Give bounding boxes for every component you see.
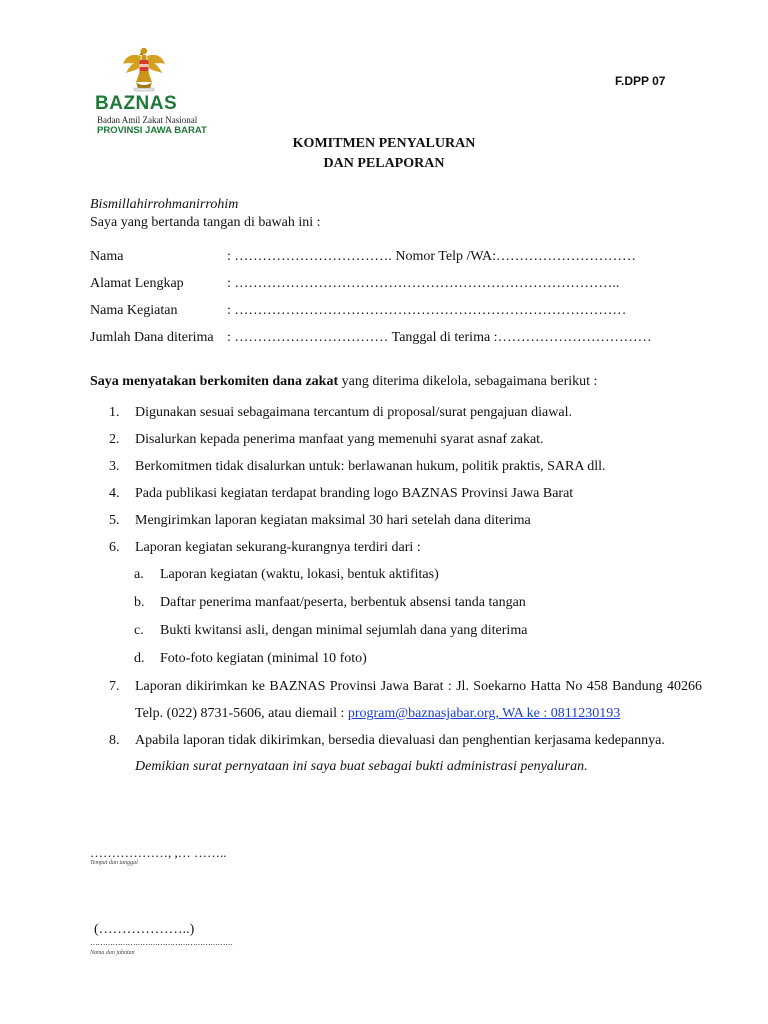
list-item xyxy=(90,453,702,480)
sub-item-text: Laporan kegiatan (waktu, lokasi, bentuk aktifitas) xyxy=(160,567,439,582)
title-line-2: DAN PELAPORAN xyxy=(323,156,445,171)
item-number: 2. xyxy=(109,432,120,447)
list-item xyxy=(90,399,702,426)
field-label: Alamat Lengkap xyxy=(90,276,184,291)
signer-statement: Saya yang bertanda tangan di bawah ini : xyxy=(90,215,321,230)
item-number: 4. xyxy=(109,486,120,501)
sub-item xyxy=(90,645,702,673)
item-text: Mengirimkan laporan kegiatan maksimal 30 hari setelah dana diterima xyxy=(135,513,531,528)
field-value: : ……………………………. Nomor Telp /WA:………………………… xyxy=(227,249,637,264)
sub-item-text: Bukti kwitansi asli, dengan minimal sejumlah dana yang diterima xyxy=(160,623,528,638)
list-item-report-address xyxy=(90,673,702,727)
item-number: 1. xyxy=(109,405,120,420)
list-item xyxy=(90,507,702,534)
sub-item-letter: b. xyxy=(134,595,145,610)
logo-title: BAZNAS xyxy=(95,93,178,114)
item-text: Berkomitmen tidak disalurkan untuk: berlawanan hukum, politik praktis, SARA dll. xyxy=(135,459,606,474)
sub-item xyxy=(90,589,702,617)
item-number: 8. xyxy=(109,733,120,748)
signature-name-line: ………………………………………………… xyxy=(90,938,233,947)
commitment-bold: Saya menyatakan berkomiten dana zakat xyxy=(90,374,339,389)
sub-item xyxy=(90,617,702,645)
sub-item-text: Foto-foto kegiatan (minimal 10 foto) xyxy=(160,651,367,666)
list-item xyxy=(90,426,702,453)
field-label: Nama xyxy=(90,249,124,264)
list-item xyxy=(90,534,702,561)
logo-province: PROVINSI JAWA BARAT xyxy=(97,125,207,136)
logo-subtitle: Badan Amil Zakat Nasional xyxy=(97,115,198,125)
item-text: Disalurkan kepada penerima manfaat yang memenuhi syarat asnaf zakat. xyxy=(135,432,544,447)
form-code: F.DPP 07 xyxy=(615,74,666,88)
title-line-1: KOMITMEN PENYALURAN xyxy=(292,136,476,151)
name-title-note: Nama dan jabatan xyxy=(90,950,135,956)
field-value: : ………………………………………………………………………… xyxy=(227,303,627,318)
list-item xyxy=(90,480,702,507)
document-title xyxy=(0,134,768,174)
item-number: 7. xyxy=(109,679,120,694)
commitment-statement xyxy=(90,374,597,390)
item-number: 6. xyxy=(109,540,120,555)
commitment-rest: yang diterima dikelola, sebagaimana berikut : xyxy=(338,374,598,389)
sub-item xyxy=(90,561,702,589)
item-text: Laporan dikirimkan ke BAZNAS Provinsi Jawa Barat : Jl. Soekarno Hatta No 458 Bandung 40266 Telp. (022) 8731-5606, atau diemail : xyxy=(135,679,702,721)
item-text: Digunakan sesuai sebagaimana tercantum di proposal/surat pengajuan diawal. xyxy=(135,405,572,420)
sub-item-letter: c. xyxy=(134,623,144,638)
signature-name-bracket: (………………..) xyxy=(94,922,195,937)
place-date-line: ………………, ,… …….. xyxy=(90,845,227,860)
garuda-emblem-icon xyxy=(122,44,166,94)
place-date-note: Tempat dan tanggal xyxy=(90,860,138,866)
email-wa-link[interactable]: program@baznasjabar.org, WA ke : 0811230193 xyxy=(347,706,621,721)
field-label: Nama Kegiatan xyxy=(90,303,178,318)
sub-item-letter: a. xyxy=(134,567,144,582)
sub-item-letter: d. xyxy=(134,651,145,666)
item-number: 3. xyxy=(109,459,120,474)
field-value: : ……………………………………………………………………….. xyxy=(227,276,620,291)
list-item-evaluation xyxy=(90,727,702,754)
intro xyxy=(90,196,321,232)
item-number: 5. xyxy=(109,513,120,528)
item-text: Apabila laporan tidak dikirimkan, bersedia dievaluasi dan penghentian kerjasama kedepannya. xyxy=(135,733,665,748)
field-value: : …………………………… Tanggal di terima :…………………………… xyxy=(227,330,652,345)
commitment-list xyxy=(90,399,702,780)
item-text: Laporan kegiatan sekurang-kurangnya terdiri dari : xyxy=(135,540,421,555)
baznas-logo xyxy=(92,44,212,136)
field-label: Jumlah Dana diterima xyxy=(90,330,214,345)
closing-statement: Demikian surat pernyataan ini saya buat sebagai bukti administrasi penyaluran. xyxy=(135,759,588,774)
sub-item-text: Daftar penerima manfaat/peserta, berbentuk absensi tanda tangan xyxy=(160,595,526,610)
greeting: Bismillahirrohmanirrohim xyxy=(90,197,239,212)
item-text: Pada publikasi kegiatan terdapat branding logo BAZNAS Provinsi Jawa Barat xyxy=(135,486,574,501)
